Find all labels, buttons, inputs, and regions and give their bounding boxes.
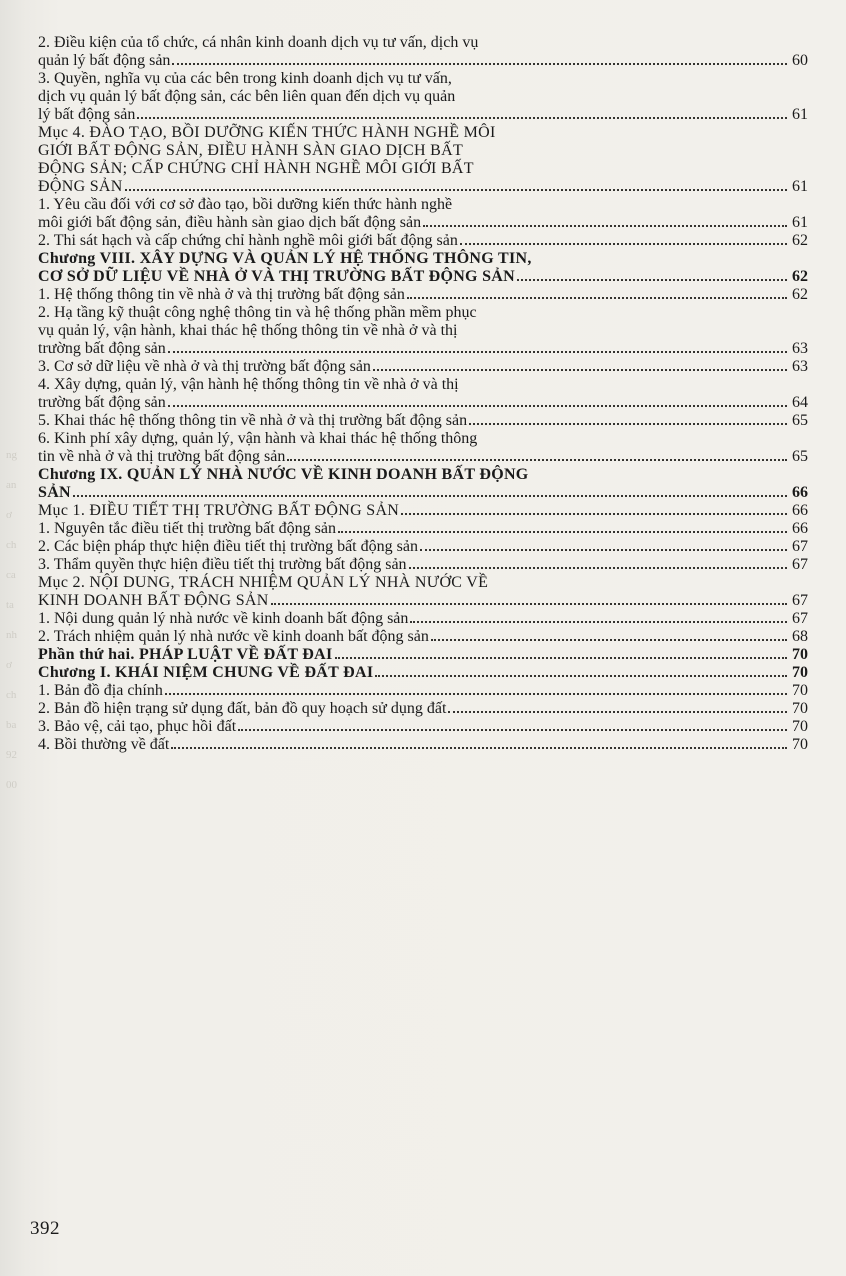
toc-entry-title: 1. Bản đồ địa chính bbox=[38, 682, 163, 699]
toc-entry-title: 1. Hệ thống thông tin về nhà ở và thị trường bất động sản bbox=[38, 286, 405, 303]
margin-mark: ca bbox=[6, 569, 16, 581]
page-number: 392 bbox=[30, 1218, 60, 1239]
toc-entry-title: 1. Nguyên tắc điều tiết thị trường bất động sản bbox=[38, 520, 336, 537]
toc-entry-title: 1. Nội dung quản lý nhà nước về kinh doanh bất động sản bbox=[38, 610, 409, 627]
toc-entry-title: Chương I. KHÁI NIỆM CHUNG VỀ ĐẤT ĐAI bbox=[38, 664, 374, 681]
dot-leader bbox=[73, 495, 787, 497]
dot-leader bbox=[171, 747, 787, 749]
toc-entry-title: quản lý bất động sản bbox=[38, 52, 171, 69]
toc-entry-line: Chương VIII. XÂY DỰNG VÀ QUẢN LÝ HỆ THỐNG THÔNG TIN, bbox=[38, 250, 532, 267]
toc-page-number: 70 bbox=[792, 682, 808, 699]
toc-entry-title: môi giới bất động sản, điều hành sàn giao dịch bất động sản bbox=[38, 214, 422, 231]
dot-leader bbox=[168, 351, 787, 353]
toc-page-number: 63 bbox=[792, 358, 808, 375]
toc-entry-line: Mục 4. ĐÀO TẠO, BỒI DƯỠNG KIẾN THỨC HÀNH NGHỀ MÔI bbox=[38, 124, 496, 141]
dot-leader bbox=[460, 243, 787, 245]
toc-entry-title: 4. Bồi thường về đất bbox=[38, 736, 170, 753]
toc-entry-title: trường bất động sản bbox=[38, 340, 166, 357]
toc-page-number: 62 bbox=[792, 268, 808, 285]
margin-artifacts bbox=[6, 440, 32, 800]
dot-leader bbox=[165, 693, 787, 695]
dot-leader bbox=[287, 459, 787, 461]
toc-entry-line: dịch vụ quản lý bất động sản, các bên liên quan đến dịch vụ quản bbox=[38, 88, 456, 105]
toc-entry-line: Mục 2. NỘI DUNG, TRÁCH NHIỆM QUẢN LÝ NHÀ NƯỚC VỀ bbox=[38, 574, 489, 591]
dot-leader bbox=[517, 279, 787, 281]
toc-entry-title: 5. Khai thác hệ thống thông tin về nhà ở và thị trường bất động sản bbox=[38, 412, 468, 429]
dot-leader bbox=[409, 567, 787, 569]
toc-entry-title: Phần thứ hai. PHÁP LUẬT VỀ ĐẤT ĐAI bbox=[38, 646, 333, 663]
toc-entry-title: SẢN bbox=[38, 484, 71, 501]
dot-leader bbox=[431, 639, 787, 641]
toc-entry-title: lý bất động sản bbox=[38, 106, 136, 123]
dot-leader bbox=[373, 369, 787, 371]
margin-mark: ơ bbox=[6, 509, 12, 521]
dot-leader bbox=[238, 729, 787, 731]
toc-entry-title: 2. Các biện pháp thực hiện điều tiết thị trường bất động sản bbox=[38, 538, 418, 555]
toc-page-number: 68 bbox=[792, 628, 808, 645]
toc-entry-title: 3. Bảo vệ, cải tạo, phục hồi đất bbox=[38, 718, 237, 735]
margin-mark: ng bbox=[6, 449, 17, 461]
dot-leader bbox=[271, 603, 787, 605]
dot-leader bbox=[407, 297, 787, 299]
dot-leader bbox=[420, 549, 787, 551]
toc-entry-title: CƠ SỞ DỮ LIỆU VỀ NHÀ Ở VÀ THỊ TRƯỜNG BẤT ĐỘNG SẢN bbox=[38, 268, 516, 285]
margin-mark: nh bbox=[6, 629, 17, 641]
margin-mark: ch bbox=[6, 539, 17, 551]
toc-page-number: 66 bbox=[792, 502, 808, 519]
table-of-contents bbox=[38, 34, 808, 754]
toc-page-number: 63 bbox=[792, 340, 808, 357]
toc-entry-line: Chương IX. QUẢN LÝ NHÀ NƯỚC VỀ KINH DOANH BẤT ĐỘNG bbox=[38, 466, 529, 483]
toc-page-number: 61 bbox=[792, 106, 808, 123]
toc-page-number: 64 bbox=[792, 394, 808, 411]
margin-mark: an bbox=[6, 479, 17, 491]
toc-page-number: 66 bbox=[792, 520, 808, 537]
toc-entry-line: 3. Quyền, nghĩa vụ của các bên trong kinh doanh dịch vụ tư vấn, bbox=[38, 70, 452, 87]
toc-entry-line: ĐỘNG SẢN; CẤP CHỨNG CHỈ HÀNH NGHỀ MÔI GIỚI BẤT bbox=[38, 160, 474, 177]
dot-leader bbox=[335, 657, 787, 659]
dot-leader bbox=[423, 225, 787, 227]
toc-page-number: 70 bbox=[792, 718, 808, 735]
toc-page-number: 60 bbox=[792, 52, 808, 69]
toc-entry-line: vụ quản lý, vận hành, khai thác hệ thống thông tin về nhà ở và thị bbox=[38, 322, 458, 339]
toc-page-number: 70 bbox=[792, 664, 808, 681]
toc-entry-title: tin về nhà ở và thị trường bất động sản bbox=[38, 448, 286, 465]
dot-leader bbox=[469, 423, 787, 425]
dot-leader bbox=[172, 63, 787, 65]
toc-page-number: 62 bbox=[792, 286, 808, 303]
toc-entry-title: Mục 1. ĐIỀU TIẾT THỊ TRƯỜNG BẤT ĐỘNG SẢN bbox=[38, 502, 400, 519]
toc-page-number: 65 bbox=[792, 448, 808, 465]
margin-mark: ta bbox=[6, 599, 14, 611]
toc-page-number: 65 bbox=[792, 412, 808, 429]
dot-leader bbox=[125, 189, 787, 191]
dot-leader bbox=[401, 513, 787, 515]
toc-entry-title: 2. Trách nhiệm quản lý nhà nước về kinh doanh bất động sản bbox=[38, 628, 429, 645]
toc-entry-line: GIỚI BẤT ĐỘNG SẢN, ĐIỀU HÀNH SÀN GIAO DỊCH BẤT bbox=[38, 142, 464, 159]
toc-entry-line: 6. Kinh phí xây dựng, quản lý, vận hành và khai thác hệ thống thông bbox=[38, 430, 478, 447]
dot-leader bbox=[410, 621, 787, 623]
toc-entry-title: trường bất động sản bbox=[38, 394, 166, 411]
toc-page-number: 70 bbox=[792, 646, 808, 663]
toc-page-number: 67 bbox=[792, 556, 808, 573]
toc-entry-title: 2. Thi sát hạch và cấp chứng chỉ hành nghề môi giới bất động sản bbox=[38, 232, 458, 249]
margin-mark: ơ bbox=[6, 659, 12, 671]
margin-mark: 00 bbox=[6, 779, 17, 791]
toc-entry-title: ĐỘNG SẢN bbox=[38, 178, 123, 195]
dot-leader bbox=[375, 675, 787, 677]
margin-mark: ch bbox=[6, 689, 17, 701]
dot-leader bbox=[137, 117, 787, 119]
toc-page-number: 62 bbox=[792, 232, 808, 249]
toc-entry-title: 2. Bản đồ hiện trạng sử dụng đất, bản đồ quy hoạch sử dụng đất bbox=[38, 700, 447, 717]
toc-entry-title: 3. Cơ sở dữ liệu về nhà ở và thị trường bất động sản bbox=[38, 358, 371, 375]
toc-page-number: 66 bbox=[792, 484, 808, 501]
toc-page-number: 70 bbox=[792, 736, 808, 753]
toc-page-number: 70 bbox=[792, 700, 808, 717]
dot-leader bbox=[338, 531, 787, 533]
toc-entry-line: 4. Xây dựng, quản lý, vận hành hệ thống thông tin về nhà ở và thị bbox=[38, 376, 459, 393]
dot-leader bbox=[448, 711, 787, 713]
dot-leader bbox=[168, 405, 787, 407]
toc-entry-line: 1. Yêu cầu đối với cơ sở đào tạo, bồi dưỡng kiến thức hành nghề bbox=[38, 196, 453, 213]
toc-page-number: 61 bbox=[792, 214, 808, 231]
toc-entry-line: 2. Điều kiện của tổ chức, cá nhân kinh doanh dịch vụ tư vấn, dịch vụ bbox=[38, 34, 479, 51]
toc-entry-title: 3. Thẩm quyền thực hiện điều tiết thị trường bất động sản bbox=[38, 556, 407, 573]
toc-page-number: 67 bbox=[792, 610, 808, 627]
toc-page-number: 67 bbox=[792, 592, 808, 609]
toc-page-number: 61 bbox=[792, 178, 808, 195]
toc-entry-line: 2. Hạ tầng kỹ thuật công nghệ thông tin và hệ thống phần mềm phục bbox=[38, 304, 477, 321]
toc-page-number: 67 bbox=[792, 538, 808, 555]
margin-mark: 92 bbox=[6, 749, 17, 761]
toc-entry-title: KINH DOANH BẤT ĐỘNG SẢN bbox=[38, 592, 269, 609]
margin-mark: ba bbox=[6, 719, 17, 731]
